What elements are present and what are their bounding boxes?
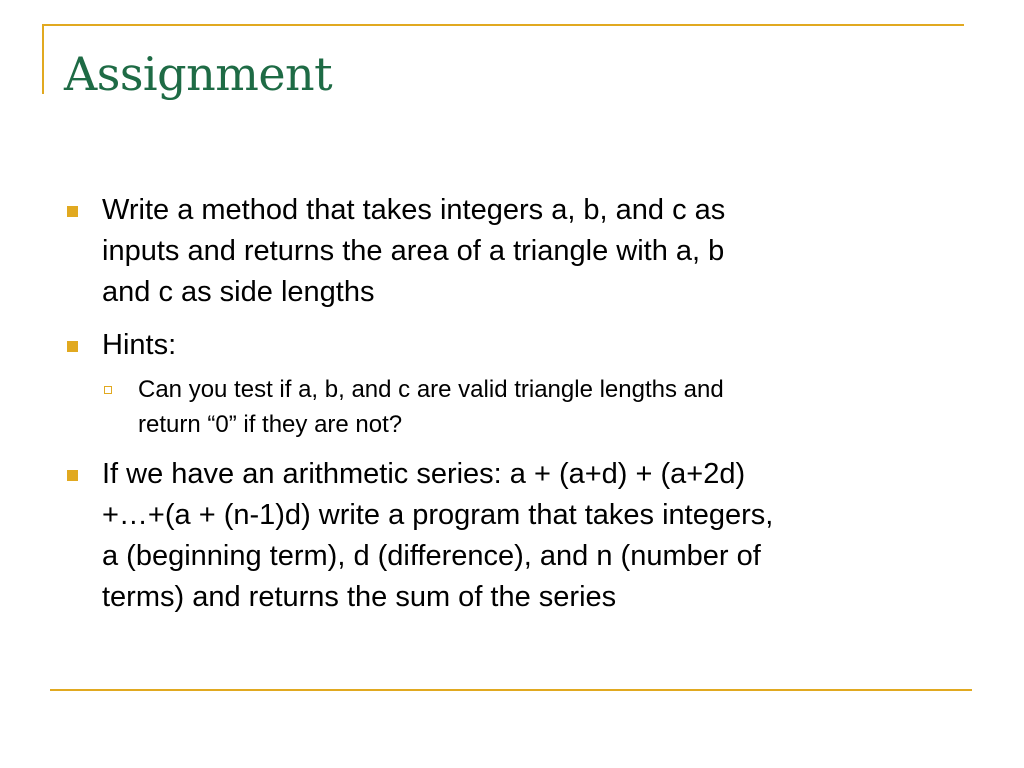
- bullet-hints: [64, 325, 964, 366]
- frame-bottom-line: [50, 689, 972, 691]
- bullet-line: terms) and returns the sum of the series: [102, 581, 617, 613]
- sub-bullet-valid-triangle: [64, 372, 964, 442]
- bullet-line: a (beginning term), d (difference), and n (number of: [102, 540, 761, 572]
- square-bullet-icon: [67, 341, 78, 352]
- bullet-line: and c as side lengths: [102, 276, 375, 308]
- bullet-line: return “0” if they are not?: [138, 411, 403, 438]
- square-bullet-icon: [67, 470, 78, 481]
- bullet-arithmetic-series: [64, 454, 964, 618]
- frame-left-line: [42, 24, 44, 94]
- slide-body: [64, 190, 964, 630]
- bullet-triangle-area: [64, 190, 964, 313]
- slide-title: Assignment: [64, 47, 333, 101]
- bullet-line: Write a method that takes integers a, b, and c as: [102, 194, 726, 226]
- bullet-line: Hints:: [102, 329, 177, 361]
- bullet-line: Can you test if a, b, and c are valid triangle lengths and: [138, 376, 724, 403]
- square-bullet-icon: [67, 206, 78, 217]
- bullet-line: inputs and returns the area of a triangle with a, b: [102, 235, 725, 267]
- bullet-line: +…+(a + (n-1)d) write a program that takes integers,: [102, 499, 774, 531]
- hollow-square-bullet-icon: [104, 386, 112, 394]
- bullet-line: If we have an arithmetic series: a + (a+d) + (a+2d): [102, 458, 746, 490]
- frame-top-line: [42, 24, 964, 26]
